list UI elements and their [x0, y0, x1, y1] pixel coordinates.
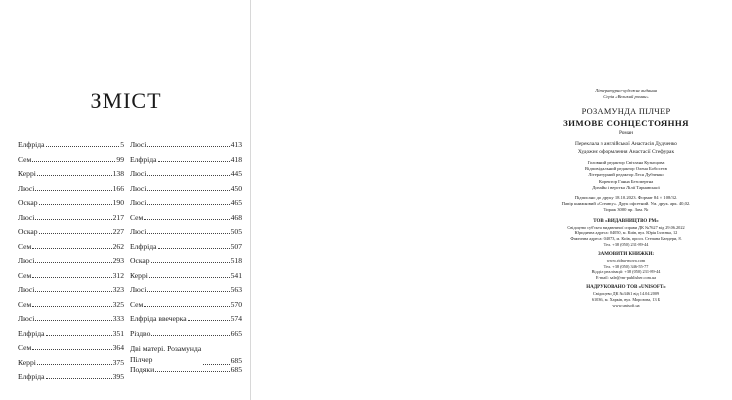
toc-entry[interactable]	[18, 155, 124, 170]
toc-entry-page: 262	[112, 241, 124, 251]
leader-dots	[151, 329, 229, 336]
toc-entry-page: 99	[116, 154, 124, 164]
printer-heading: НАДРУКОВАНО ТОВ «UNISOFT»	[586, 284, 666, 290]
leader-dots	[46, 140, 120, 147]
imprint-translator: Переклала з англійської Анастасія Дудченко	[575, 140, 677, 147]
contents-column-left	[18, 140, 124, 387]
imprint-staff-line: Дизайн і верстка Лілії Тарнавської	[592, 184, 660, 190]
toc-entry-page: 685	[230, 365, 242, 374]
leader-dots	[32, 271, 111, 278]
toc-entry-label: Люсі	[130, 169, 147, 178]
imprint-print-spec: Тираж 3000 пр. Зам. №	[603, 207, 649, 213]
toc-entry[interactable]	[130, 213, 242, 228]
toc-entry[interactable]	[18, 227, 124, 242]
toc-entry-label: Оскар	[130, 256, 150, 265]
toc-entry-label: Люсі	[130, 227, 147, 236]
publisher-line: Свідоцтво суб'єкта видавничої справи ДК №7627 від 29.06.2022	[567, 224, 685, 230]
imprint-staff-line: Відповідальний редактор Олена Бобосеєв	[585, 166, 667, 172]
toc-entry-label: Люсі	[18, 212, 35, 222]
toc-entry[interactable]	[18, 314, 124, 329]
toc-entry-page: 468	[230, 212, 242, 222]
toc-entry-page: 375	[112, 357, 124, 367]
imprint-series: Серія «Великий роман»	[603, 94, 649, 100]
printer-line: Свідоцтво ДК №3461 від 14.04.2009	[592, 290, 660, 296]
imprint-page	[252, 0, 691, 400]
toc-entry-page: 563	[230, 285, 242, 294]
leader-dots	[32, 155, 115, 162]
toc-entry[interactable]	[130, 314, 242, 329]
leader-dots	[144, 213, 229, 220]
leader-dots	[155, 365, 229, 372]
toc-entry-label: Сем	[18, 241, 32, 251]
imprint-staff-line: Головний редактор Світлана Кузнєцова	[587, 159, 665, 165]
toc-entry[interactable]	[130, 227, 242, 242]
toc-entry-page: 190	[112, 198, 124, 207]
publisher-line: Фактична адреса: 04073, м. Київ, просп. Степана Бандери, 8.	[570, 236, 682, 242]
toc-entry-label: Подяки	[130, 365, 155, 374]
toc-entry-label: Люсі	[18, 314, 35, 323]
leader-dots	[39, 198, 112, 205]
toc-entry[interactable]	[130, 329, 242, 344]
toc-entry-label: Оскар	[18, 198, 38, 207]
order-line: Тел. +38 (050) 346-55-77	[603, 263, 649, 269]
order-line[interactable]: www.ridna-mova.com	[606, 257, 646, 263]
toc-entry[interactable]	[18, 140, 124, 155]
toc-entry[interactable]	[130, 300, 242, 315]
toc-entry-page: 227	[112, 227, 124, 236]
order-line: Відділ реалізації: +38 (050) 231-89-44	[591, 269, 661, 275]
toc-entry-page: 541	[230, 270, 242, 280]
toc-entry[interactable]	[18, 198, 124, 213]
toc-entry[interactable]	[18, 184, 124, 199]
toc-entry-label: Оскар	[18, 227, 38, 236]
toc-entry-label: Елфріда	[18, 372, 45, 381]
toc-entry[interactable]	[18, 300, 124, 315]
leader-dots	[35, 184, 111, 191]
toc-entry[interactable]	[18, 169, 124, 184]
leader-dots	[35, 256, 111, 263]
leader-dots	[37, 358, 112, 365]
printer-line[interactable]: www.unisoft.ua	[612, 302, 640, 308]
toc-entry[interactable]	[130, 256, 242, 271]
leader-dots	[32, 343, 111, 350]
imprint-title: ЗИМОВЕ СОНЦЕСТОЯННЯ	[563, 118, 689, 129]
toc-entry-page: 325	[112, 299, 124, 309]
leader-dots	[203, 358, 230, 365]
toc-entry-page: 293	[112, 256, 124, 265]
contents-column-right	[130, 140, 242, 380]
imprint-print-spec: Підписано до друку 18.10.2023. Формат 84 × 108/32.	[574, 194, 678, 200]
toc-entry-page: 570	[230, 299, 242, 309]
leader-dots	[35, 285, 111, 292]
leader-dots	[46, 329, 112, 336]
toc-entry-page: 5	[120, 140, 124, 149]
leader-dots	[147, 184, 229, 191]
toc-entry-label: Елфріда	[18, 328, 45, 338]
toc-entry-page: 418	[230, 154, 242, 164]
publisher-name: ТОВ «ВИДАВНИЦТВО РМ»	[593, 218, 659, 224]
imprint-block	[520, 88, 732, 308]
toc-entry-label: Елфріда	[130, 154, 157, 164]
imprint-print-spec: Папір книжковий «Creamy». Друк офсетний. Ум. друк. арк. 40,02.	[561, 201, 691, 207]
toc-entry[interactable]	[130, 140, 242, 155]
toc-entry-page: 138	[112, 169, 124, 178]
leader-dots	[37, 169, 112, 176]
toc-entry-label: Люсі	[130, 140, 147, 149]
toc-entry-label: Елфріда	[130, 241, 157, 251]
page-gutter	[250, 0, 251, 400]
leader-dots	[147, 140, 229, 147]
leader-dots	[158, 242, 230, 249]
toc-entry-label: Сем	[18, 299, 32, 309]
leader-dots	[147, 169, 229, 176]
toc-entry-label: Люсі	[130, 285, 147, 294]
toc-entry[interactable]	[130, 343, 242, 365]
toc-entry[interactable]	[130, 155, 242, 170]
publisher-line: Тел. +38 (050) 231-89-44	[603, 241, 649, 247]
toc-entry-page: 465	[230, 198, 242, 207]
order-heading: ЗАМОВИТИ КНИЖКИ:	[597, 251, 655, 257]
toc-entry-page: 445	[230, 169, 242, 178]
printer-line: 61036, м. Харків, вул. Морозова, 13 Б	[591, 296, 661, 302]
toc-entry-page: 507	[230, 241, 242, 251]
toc-entry-page: 217	[112, 212, 124, 222]
toc-entry-label: Люсі	[18, 183, 35, 193]
toc-entry[interactable]	[18, 271, 124, 286]
toc-entry-label: Сем	[18, 343, 32, 352]
toc-entry[interactable]	[18, 343, 124, 358]
toc-entry-label: Сем	[18, 270, 32, 280]
toc-entry[interactable]	[130, 242, 242, 257]
leader-dots	[39, 227, 112, 234]
toc-entry[interactable]	[18, 285, 124, 300]
toc-entry-label: Керрі	[130, 270, 148, 280]
imprint-designer: Художнє оформлення Анастасії Стефурак	[577, 149, 675, 156]
toc-entry-label: Сем	[130, 299, 144, 309]
leader-dots	[35, 314, 111, 321]
toc-entry-page: 351	[112, 328, 124, 338]
contents-page	[0, 0, 252, 400]
toc-entry[interactable]	[130, 184, 242, 199]
contents-title: ЗМІСТ	[90, 88, 162, 113]
toc-entry[interactable]	[18, 256, 124, 271]
leader-dots	[147, 227, 229, 234]
toc-entry-label: Дві матері. Розамунда Пілчер	[130, 344, 202, 364]
toc-entry[interactable]	[130, 285, 242, 300]
toc-entry[interactable]	[18, 372, 124, 387]
toc-entry-label: Різдво	[130, 328, 151, 338]
leader-dots	[147, 285, 229, 292]
publisher-line: Юридична адреса: 04050, м. Київ, вул. Юрія Іллєнка, 12	[574, 230, 678, 236]
toc-entry-page: 685	[230, 356, 242, 365]
leader-dots	[46, 372, 112, 379]
toc-entry-label: Люсі	[18, 256, 35, 265]
toc-entry-label: Керрі	[18, 357, 36, 367]
leader-dots	[32, 300, 111, 307]
toc-entry[interactable]	[18, 358, 124, 373]
leader-dots	[149, 271, 230, 278]
toc-entry-label: Елфріда ввечерка	[130, 314, 187, 323]
toc-entry-label: Елфріда	[18, 140, 45, 149]
toc-entry-label: Сем	[18, 154, 32, 164]
toc-entry[interactable]	[18, 213, 124, 228]
toc-entry-page: 312	[112, 270, 124, 280]
toc-entry-page: 505	[230, 227, 242, 236]
toc-entry[interactable]	[18, 329, 124, 344]
toc-entry[interactable]	[18, 242, 124, 257]
toc-entry-page: 395	[112, 372, 124, 381]
leader-dots	[151, 256, 230, 263]
order-line[interactable]: E-mail: sale@rm-publisher.com.ua	[595, 275, 657, 281]
toc-entry-page: 665	[230, 328, 242, 338]
imprint-staff-line: Літературний редактор Леся Дубченко	[588, 172, 664, 178]
imprint-author: РОЗАМУНДА ПІЛЧЕР	[581, 107, 671, 117]
toc-entry[interactable]	[130, 169, 242, 184]
imprint-staff-line: Коректор Ганна Безсмертна	[598, 178, 654, 184]
toc-entry-label: Люсі	[130, 198, 147, 207]
toc-entry-page: 574	[230, 314, 242, 323]
toc-entry-page: 364	[112, 343, 124, 352]
toc-entry-page: 333	[112, 314, 124, 323]
toc-entry-page: 413	[230, 140, 242, 149]
toc-entry-label: Сем	[130, 212, 144, 222]
toc-entry[interactable]	[130, 271, 242, 286]
toc-entry-page: 166	[112, 183, 124, 193]
toc-entry[interactable]	[130, 365, 242, 380]
imprint-subtitle: Роман	[618, 130, 634, 137]
leader-dots	[158, 155, 230, 162]
toc-entry-page: 323	[112, 285, 124, 294]
leader-dots	[35, 213, 111, 220]
toc-entry-label: Люсі	[130, 183, 147, 193]
leader-dots	[32, 242, 111, 249]
toc-entry-label: Керрі	[18, 169, 36, 178]
toc-entry[interactable]	[130, 198, 242, 213]
toc-entry-label: Люсі	[18, 285, 35, 294]
leader-dots	[188, 314, 230, 321]
leader-dots	[147, 198, 229, 205]
leader-dots	[144, 300, 229, 307]
toc-entry-page: 450	[230, 183, 242, 193]
imprint-genre: Літературно-художнє видання	[595, 88, 657, 93]
toc-entry-page: 518	[230, 256, 242, 265]
